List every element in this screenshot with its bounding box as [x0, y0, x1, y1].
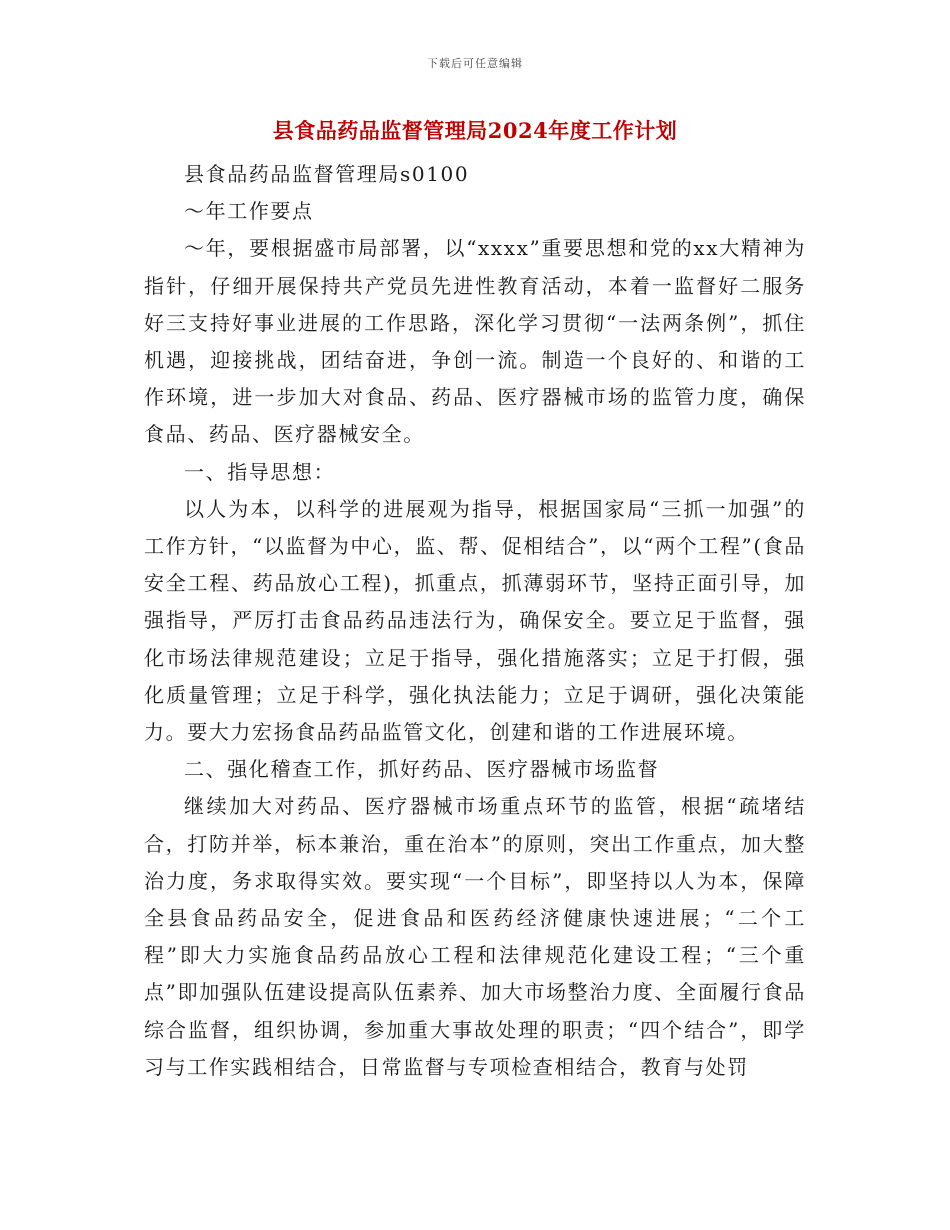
document-title: 县食品药品监督管理局2024年度工作计划	[272, 118, 678, 143]
paragraph-guiding-ideology: 以人为本，以科学的进展观为指导，根据国家局“三抓一加强”的工作方针，“以监督为中心，监、帮、促相结合”，以“两个工程”(食品安全工程、药品放心工程)，抓重点，抓薄弱环节，坚持正面引导，加强指导，严厉打击食品药品违法行为，确保安全。要立足于监督，强化市场法律规范建设；立足于指导，强化措施落实；立足于打假，强化质量管理；立足于科学，强化执法能力；立足于调研，强化决策能力。要大力宏扬食品药品监管文化，创建和谐的工作进展环境。	[144, 496, 806, 745]
section-heading-guiding-ideology: 一、指导思想：	[184, 459, 336, 484]
paragraph-subtitle: ～年工作要点	[184, 199, 314, 224]
paragraph-inspection: 继续加大对药品、医疗器械市场重点环节的监管，根据“疏堵结合，打防并举，标本兼治，重在治本”的原则，突出工作重点，加大整治力度，务求取得实效。要实现“一个目标”，即坚持以人为本，保障全县食品药品安全，促进食品和医药经济健康快速进展；“二个工程”即大力实施食品药品放心工程和法律规范化建设工程；“三个重点”即加强队伍建设提高队伍素养、加大市场整治力度、全面履行食品综合监督，组织协调，参加重大事故处理的职责；“四个结合”，即学习与工作实践相结合，日常监督与专项检查相结合，教育与处罚	[144, 794, 806, 1079]
header-note: 下载后可任意编辑	[427, 57, 523, 70]
document-body	[144, 156, 806, 1086]
paragraph-intro: ～年，要根据盛市局部署，以“xxxx”重要思想和党的xx大精神为指针，仔细开展保持共产党员先进性教育活动，本着一监督好二服务好三支持好事业进展的工作思路，深化学习贯彻“一法两条例”，抓住机遇，迎接挑战，团结奋进，争创一流。制造一个良好的、和谐的工作环境，进一步加大对食品、药品、医疗器械市场的监管力度，确保食品、药品、医疗器械安全。	[144, 236, 806, 447]
paragraph-issuer: 县食品药品监督管理局s0100	[184, 162, 470, 186]
section-heading-inspection: 二、强化稽查工作，抓好药品、医疗器械市场监督	[184, 757, 660, 782]
